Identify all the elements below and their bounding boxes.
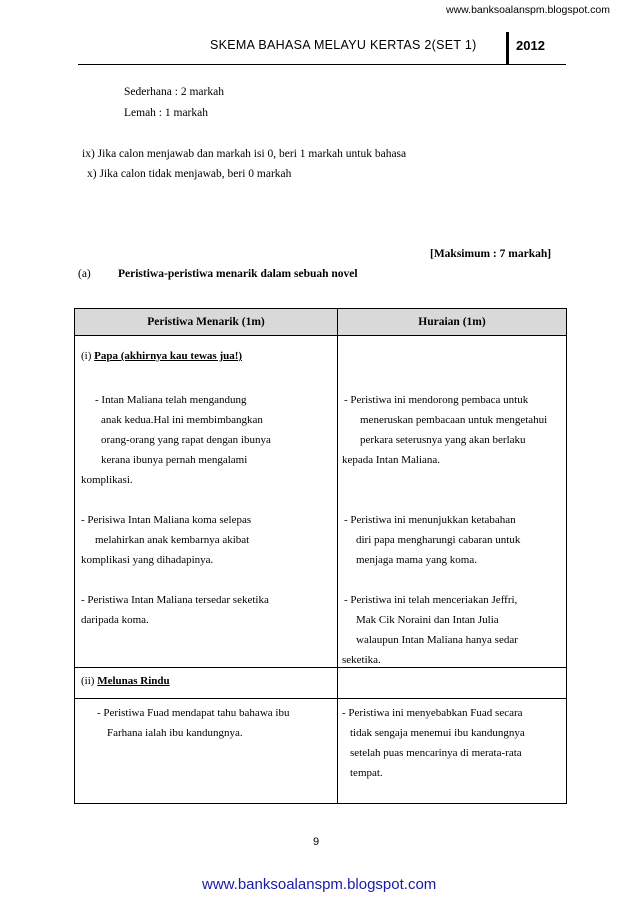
event3-left-line: - Peristiwa Intan Maliana tersedar seketika	[81, 594, 269, 606]
event4-right-line: tidak sengaja menemui ibu kandungnya	[350, 727, 525, 739]
novel1-left-cell	[75, 336, 338, 668]
event2-right-line: - Peristiwa ini menunjukkan ketabahan	[344, 514, 516, 526]
event1-left-line: - Intan Maliana telah mengandung	[95, 394, 247, 406]
header-rule	[78, 64, 566, 65]
header-year: 2012	[516, 38, 545, 53]
answer-table	[74, 308, 567, 804]
novel2-heading-right-cell	[338, 668, 567, 699]
event1-left-line: komplikasi.	[81, 474, 133, 486]
event3-right-line: - Peristiwa ini telah menceriakan Jeffri,	[344, 594, 518, 606]
header-url: www.banksoalanspm.blogspot.com	[445, 4, 610, 16]
event1-left-line: anak kedua.Hal ini membimbangkan	[101, 414, 263, 426]
novel2-left-cell	[75, 699, 338, 804]
table-header-row	[75, 309, 567, 336]
header-huraian: Huraian (1m)	[338, 309, 567, 336]
novel1-right-cell	[338, 336, 567, 668]
marking-lemah: Lemah : 1 markah	[124, 107, 208, 119]
event3-left-line: daripada koma.	[81, 614, 149, 626]
event3-right-line: walaupun Intan Maliana hanya sedar	[356, 634, 518, 646]
page-number: 9	[313, 836, 320, 848]
event4-right-line: setelah puas mencarinya di merata-rata	[350, 747, 522, 759]
marking-sederhana: Sederhana : 2 markah	[124, 86, 224, 98]
event4-right-line: - Peristiwa ini menyebabkan Fuad secara	[342, 707, 523, 719]
novel2-heading-cell	[75, 668, 338, 699]
header-title: SKEMA BAHASA MELAYU KERTAS 2(SET 1)	[210, 38, 477, 52]
event3-right-line: Mak Cik Noraini dan Intan Julia	[356, 614, 499, 626]
maksimum-label: [Maksimum : 7 markah]	[430, 248, 552, 260]
event3-right-line: seketika.	[342, 654, 381, 666]
table-row	[75, 336, 567, 668]
event4-right-line: tempat.	[350, 767, 383, 779]
event1-left-line: orang-orang yang rapat dengan ibunya	[101, 434, 271, 446]
event2-right-line: menjaga mama yang koma.	[356, 554, 477, 566]
event1-right-line: kepada Intan Maliana.	[342, 454, 441, 466]
event1-left-line: kerana ibunya pernah mengalami	[101, 454, 248, 466]
event4-left-line: Farhana ialah ibu kandungnya.	[107, 727, 243, 739]
table-row	[75, 699, 567, 804]
event1-right-line: meneruskan pembacaan untuk mengetahui	[360, 414, 548, 426]
novel2-right-cell	[338, 699, 567, 804]
event2-left-line: - Perisiwa Intan Maliana koma selepas	[81, 514, 252, 526]
event2-left-line: melahirkan anak kembarnya akibat	[95, 534, 250, 546]
header-peristiwa: Peristiwa Menarik (1m)	[75, 309, 338, 336]
footer-url[interactable]: www.banksoalanspm.blogspot.com	[202, 876, 437, 893]
event1-right-line: - Peristiwa ini mendorong pembaca untuk	[344, 394, 529, 406]
event4-left-line: - Peristiwa Fuad mendapat tahu bahawa ibu	[97, 707, 290, 719]
header-divider	[506, 32, 509, 64]
event2-left-line: komplikasi yang dihadapinya.	[81, 554, 214, 566]
event1-right-line: perkara seterusnya yang akan berlaku	[360, 434, 526, 446]
novel1-heading: (i) Papa (akhirnya kau tewas jua!)	[81, 350, 243, 362]
question-label: (a)	[78, 268, 91, 280]
novel2-heading: (ii) Melunas Rindu	[81, 675, 170, 687]
event2-right-line: diri papa mengharungi cabaran untuk	[356, 534, 521, 546]
table-row	[75, 668, 567, 699]
marking-rule-ix: ix) Jika calon menjawab dan markah isi 0, beri 1 markah untuk bahasa	[82, 148, 407, 160]
question-text: Peristiwa-peristiwa menarik dalam sebuah novel	[118, 268, 358, 280]
marking-rule-x: x) Jika calon tidak menjawab, beri 0 markah	[87, 168, 292, 180]
